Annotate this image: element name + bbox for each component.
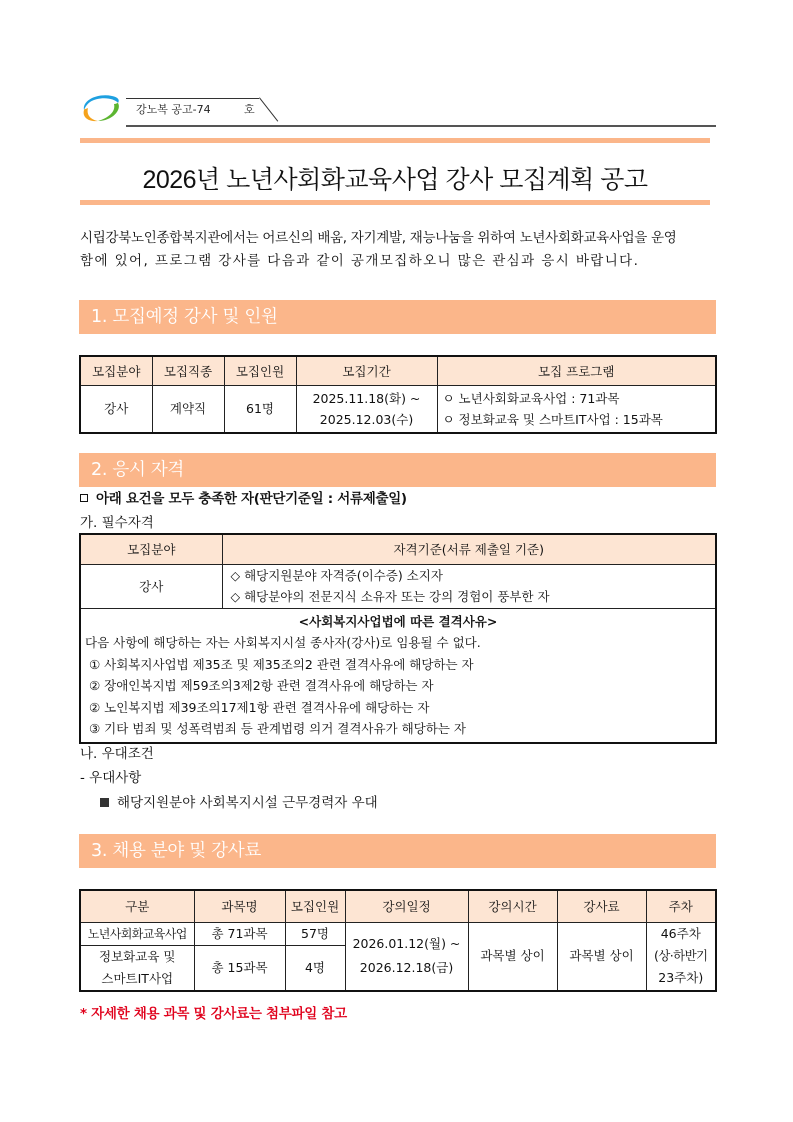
cell-subjects: 총 15과목 bbox=[194, 945, 285, 991]
col-programs: 모집 프로그램 bbox=[437, 356, 716, 385]
section-1-heading: 1. 모집예정 강사 및 인원 bbox=[79, 300, 716, 334]
section-2-heading: 2. 응시 자격 bbox=[79, 453, 716, 487]
title-rule-bottom bbox=[80, 200, 710, 205]
disqualification-item: ① 사회복지사업법 제35조 및 제35조의2 관련 결격사유에 해당하는 자 bbox=[85, 656, 474, 672]
page-title: 2026년 노년사회화교육사업 강사 모집계획 공고 bbox=[142, 166, 648, 194]
col-fee: 강사료 bbox=[557, 890, 646, 922]
cell-category: 노년사회화교육사업 bbox=[80, 922, 194, 945]
qualification-table bbox=[79, 533, 717, 744]
col-schedule: 강의일정 bbox=[345, 890, 468, 922]
doc-number-frame-top bbox=[126, 98, 259, 99]
category-line: 스마트IT사업 bbox=[101, 970, 174, 986]
title-rule-top bbox=[80, 138, 710, 143]
filled-square-bullet-icon bbox=[100, 798, 109, 807]
col-lecture-time: 강의시간 bbox=[468, 890, 557, 922]
preferences-label: - 우대사항 bbox=[80, 770, 142, 786]
cell-count: 4명 bbox=[285, 945, 345, 991]
col-criteria: 자격기준(서류 제출일 기준) bbox=[222, 534, 716, 564]
cell-fee: 과목별 상이 bbox=[557, 922, 646, 991]
program-item: ㅇ 노년사회화교육사업 : 71과목 bbox=[442, 390, 620, 406]
disqualification-intro: 다음 사항에 해당하는 자는 사회복지시설 종사자(강사)로 임용될 수 없다. bbox=[85, 635, 481, 650]
eligibility-condition-text: 아래 요건을 모두 충족한 자(판단기준일 : 서류제출일) bbox=[96, 491, 407, 507]
cell-period bbox=[296, 385, 437, 433]
col-count: 모집인원 bbox=[224, 356, 296, 385]
category-line: 정보화교육 및 bbox=[99, 948, 176, 964]
table-header-row bbox=[80, 356, 716, 385]
col-count: 모집인원 bbox=[285, 890, 345, 922]
intro-paragraph bbox=[80, 227, 720, 273]
col-subjects: 과목명 bbox=[194, 890, 285, 922]
hiring-fee-table bbox=[79, 889, 717, 992]
col-job-type: 모집직종 bbox=[152, 356, 224, 385]
period-start: 2025.11.18(화) ~ bbox=[312, 390, 421, 406]
eligibility-condition bbox=[80, 487, 407, 507]
weeks-line: (상·하반기 bbox=[653, 948, 708, 963]
preference-text: 해당지원분야 사회복지시설 근무경력자 우대 bbox=[117, 795, 378, 811]
col-period: 모집기간 bbox=[296, 356, 437, 385]
preference-item bbox=[100, 791, 378, 811]
program-item: ㅇ 정보화교육 및 스마트IT사업 : 15과목 bbox=[442, 411, 663, 427]
cell-category bbox=[80, 945, 194, 991]
recruitment-table bbox=[79, 355, 717, 434]
attachment-note: * 자세한 채용 과목 및 강사료는 첨부파일 참고 bbox=[80, 1006, 347, 1022]
required-qualification-label: 가. 필수자격 bbox=[80, 515, 154, 531]
table-row bbox=[80, 608, 716, 743]
table-row bbox=[80, 385, 716, 433]
table-header-row bbox=[80, 534, 716, 564]
schedule-start: 2026.01.12(월) ~ bbox=[352, 936, 461, 951]
table-header-row bbox=[80, 890, 716, 922]
disqualification-title: <사회복지사업법에 따른 결격사유> bbox=[298, 613, 498, 629]
doc-number-frame-slant bbox=[259, 97, 278, 121]
weeks-line: 23주차) bbox=[658, 970, 704, 985]
doc-number-frame-bottom bbox=[126, 125, 716, 127]
col-field: 모집분야 bbox=[80, 534, 222, 564]
table-row bbox=[80, 564, 716, 608]
intro-line-2: 함에 있어, 프로그램 강사를 다음과 같이 공개모집하오니 많은 관심과 응시 바랍니다. bbox=[80, 253, 640, 269]
cell-criteria bbox=[222, 564, 716, 608]
schedule-end: 2026.12.18(금) bbox=[359, 960, 454, 975]
weeks-line: 46주차 bbox=[660, 926, 701, 941]
table-row bbox=[80, 922, 716, 945]
cell-field: 강사 bbox=[80, 564, 222, 608]
cell-field: 강사 bbox=[80, 385, 152, 433]
disqualification-item: ③ 기타 범죄 및 성폭력범죄 등 관계법령 의거 결격사유가 해당하는 자 bbox=[85, 721, 466, 736]
cell-job-type: 계약직 bbox=[152, 385, 224, 433]
col-field: 모집분야 bbox=[80, 356, 152, 385]
square-bullet-icon bbox=[80, 494, 88, 502]
disqualification-item: ② 장애인복지법 제59조의3제2항 관련 결격사유에 해당하는 자 bbox=[85, 678, 434, 693]
period-end: 2025.12.03(수) bbox=[319, 411, 414, 427]
disqualification-item: ② 노인복지법 제39조의17제1항 관련 결격사유에 해당하는 자 bbox=[85, 699, 430, 715]
disqualification-cell bbox=[80, 608, 716, 743]
organization-logo-icon bbox=[78, 90, 122, 124]
cell-count: 61명 bbox=[224, 385, 296, 433]
cell-count: 57명 bbox=[285, 922, 345, 945]
intro-line-1: 시립강북노인종합복지관에서는 어르신의 배움, 자기계발, 재능나눔을 위하여 노년사회화교육사업을 운영 bbox=[80, 230, 677, 246]
document-header bbox=[78, 88, 718, 130]
cell-programs bbox=[437, 385, 716, 433]
col-weeks: 주차 bbox=[646, 890, 716, 922]
col-category: 구분 bbox=[80, 890, 194, 922]
cell-weeks bbox=[646, 922, 716, 991]
section-3-heading: 3. 채용 분야 및 강사료 bbox=[79, 834, 716, 868]
criteria-item: ◇ 해당분야의 전문지식 소유자 또는 강의 경험이 풍부한 자 bbox=[230, 589, 550, 604]
cell-lecture-time: 과목별 상이 bbox=[468, 922, 557, 991]
cell-subjects: 총 71과목 bbox=[194, 922, 285, 945]
doc-number: 강노복 공고-74 bbox=[136, 103, 211, 116]
preferred-conditions-label: 나. 우대조건 bbox=[80, 746, 154, 762]
criteria-item: ◇ 해당지원분야 자격증(이수증) 소지자 bbox=[230, 568, 443, 583]
cell-schedule bbox=[345, 922, 468, 991]
doc-number-suffix: 호 bbox=[244, 103, 255, 116]
